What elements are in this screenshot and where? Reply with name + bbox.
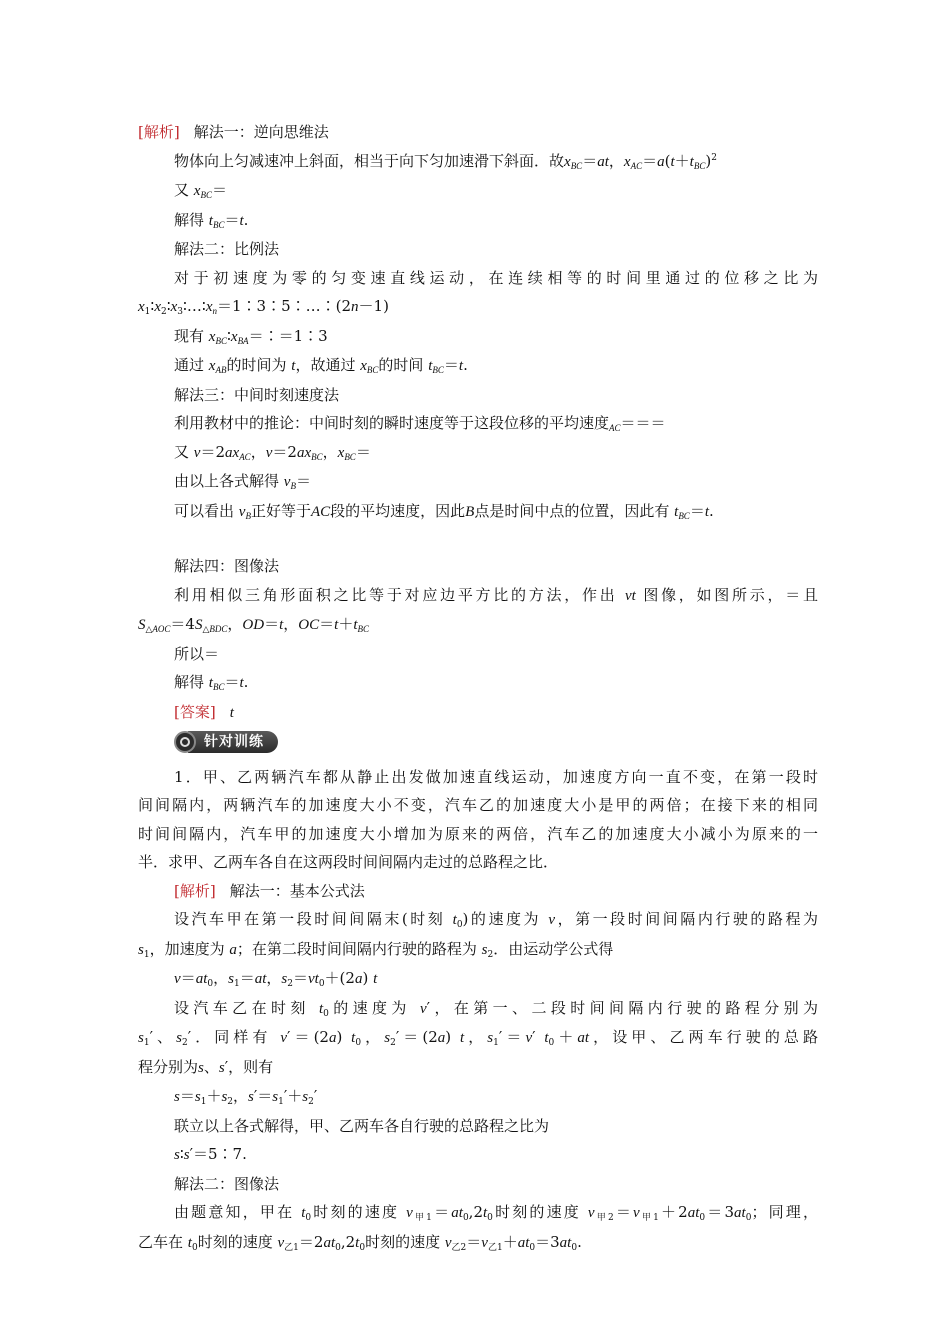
method4-so: 所以＝ — [174, 644, 220, 663]
solution1-combine: 联立以上各式解得，甲、乙两车各自行驶的总路程之比为 — [174, 1116, 550, 1135]
solution1-header: [解析] 解法一：基本公式法 — [174, 881, 365, 900]
solution1-line5: 程分别为s、s′，则有 — [138, 1057, 274, 1076]
solution1-line4: $s_1'$、$s_2'$．同样有 v′＝(2a) $t_0$，$s_2'=(2a)$ t，$s_1'=v'$ $t_0+at$，设甲、乙两车行驶的总路 — [138, 1028, 818, 1048]
method2-title: 解法二：比例法 — [174, 240, 280, 258]
method4-result: 解得 $t_{BC}=t$. — [174, 673, 249, 692]
method2-conclusion: 通过 $x_{AB}$的时间为 t，故通过 $x_{BC}$的时间 $t_{BC}=t$. — [174, 356, 468, 375]
question1-line4: 半．求甲、乙两车各自在这两段时间间隔内走过的总路程之比． — [138, 853, 559, 871]
method3-solve: 由以上各式解得 $v_B=$ — [174, 472, 311, 491]
solution1-line1: 设汽车甲在第一段时间间隔末(时刻 $t_0$)的速度为 v，第一段时间间隔内行驶的路程为 — [174, 910, 818, 930]
method2-now: 现有 $x_{BC}∶x_{BA}=∶=1∶3$ — [174, 326, 328, 346]
method3-title: 解法三：中间时刻速度法 — [174, 385, 340, 404]
solution1-line3: 设汽车乙在时刻 $t_0$的速度为 v′，在第一、二段时间间隔内行驶的路程分别为 — [174, 998, 818, 1019]
solution1-equations: $v=at_0$，$s_1=at$，$s_2=vt_0+(2a)$ t — [174, 969, 378, 989]
solution-header-line — [138, 118, 818, 147]
method4-areas: $S_{\triangle AOC}=4S_{\triangle BDC}$，OD＝t，$OC=t+t_{BC}$ — [138, 615, 370, 635]
spacer — [138, 526, 818, 552]
practice-banner-label: 针对训练 — [188, 731, 278, 753]
question1-line2: 间间隔内，两辆汽车的加速度大小不变，汽车乙的加速度大小是甲的两倍；在接下来的相同 — [138, 796, 818, 814]
question1-line3: 时间间隔内，汽车甲的加速度大小增加为原来的两倍，汽车乙的加速度大小减小为原来的一 — [138, 824, 818, 843]
solution2-title: 解法二：图像法 — [174, 1174, 280, 1193]
question1-line1: 1．甲、乙两辆汽车都从静止出发做加速直线运动，加速度方向一直不变，在第一段时 — [174, 767, 818, 786]
answer-tag: [答案] — [174, 702, 216, 721]
method4-title: 解法四：图像法 — [174, 557, 280, 575]
method2-paragraph-line1: 对于初速度为零的匀变速直线运动，在连续相等的时间里通过的位移之比为 — [174, 268, 818, 287]
solution1-line2: $s_1$，加速度为 a；在第二段时间间隔内行驶的路程为 $s_2$．由运动学公式得 — [138, 939, 614, 960]
document-page — [138, 118, 818, 1257]
analysis-tag: [解析] — [138, 123, 180, 141]
target-icon — [174, 731, 196, 753]
method1-again: 又 $x_{BC}=$ — [174, 181, 227, 200]
practice-banner — [174, 729, 278, 755]
solution1-ratio: s∶s′＝5∶7. — [174, 1145, 247, 1163]
method4-paragraph-line1: 利用相似三角形面积之比等于对应边平方比的方法，作出 vt 图像，如图所示，＝且 — [174, 585, 818, 604]
method1-result: 解得 $t_{BC}=t$. — [174, 210, 249, 230]
method1-description: 物体向上匀减速冲上斜面，相当于向下匀加速滑下斜面．故$x_{BC}=at$，$x_{AC}=a(t+t_{BC})^2$ — [174, 151, 717, 171]
answer-line: [答案] t — [174, 702, 234, 721]
method3-again: 又 $v=2ax_{AC}$，$v=2ax_{BC}$，$x_{BC}=$ — [174, 442, 371, 462]
method3-conclusion: 可以看出 $v_B$正好等于AC段的平均速度，因此B点是时间中点的位置，因此有 $t_{BC}=t$. — [174, 501, 714, 521]
method2-ratio: $x_1∶x_2∶x_3∶\dots∶x_n=1∶3∶5∶\dots∶(2n-1)$ — [138, 297, 389, 317]
method1-title: 解法一：逆向思维法 — [193, 123, 329, 141]
solution2-line2: 乙车在 $t_0$时刻的速度 $v_{乙1}=2at_0,2t_0$时刻的速度 $v_{乙2}=v_{乙1}+at_0=3at_0$. — [138, 1232, 582, 1253]
method3-paragraph: 利用教材中的推论：中间时刻的瞬时速度等于这段位移的平均速度$_{AC}$＝＝＝ — [174, 414, 666, 433]
analysis-tag-2: [解析] — [174, 881, 216, 900]
solution1-sum: $s=s_1+s_2$，$s'=s_1'+s_2'$ — [174, 1087, 318, 1107]
solution2-line1: 由题意知，甲在 $t_0$时刻的速度 $v_{甲1}=at_0,2t_0$时刻的速度 $v_{甲2}=v_{甲1}+2at_0=3at_0$；同理， — [174, 1203, 818, 1223]
